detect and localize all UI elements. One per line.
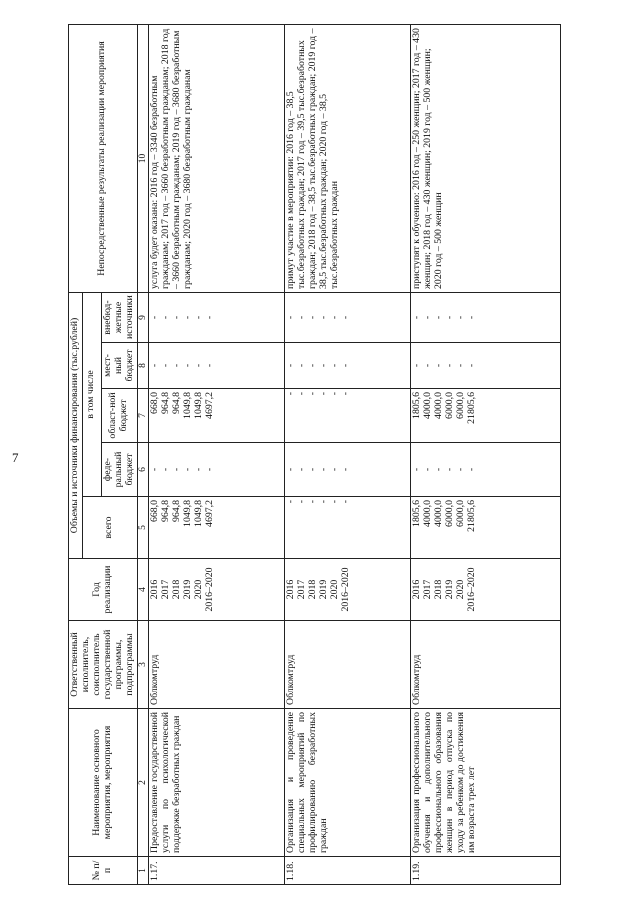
year-cell-value: 2016–2020: [204, 567, 216, 612]
regional-cell-value: 6000,0: [455, 392, 467, 419]
extra-cell-value: -: [171, 315, 183, 320]
row-number: 1.18.: [285, 857, 411, 885]
year-cell-value: 2016: [285, 579, 297, 600]
total-cell-value: -: [318, 500, 330, 504]
year-cell-value: 2016–2020: [340, 567, 352, 612]
local-cell-value: -: [340, 363, 352, 368]
regional-cell: [411, 389, 561, 443]
year-cell-value: 2020: [329, 579, 341, 600]
total-cell-value: 964,8: [171, 500, 183, 523]
header-executor: Ответственный исполнитель, соисполнитель государственной программы, подпрограммы: [69, 621, 138, 709]
local-cell-value: -: [296, 363, 308, 368]
extra-cell: [285, 292, 411, 342]
year-cell-value: 2020: [193, 579, 205, 600]
total-cell: [411, 497, 561, 559]
local-cell-value: -: [433, 363, 445, 368]
federal-cell-value: -: [318, 467, 330, 472]
local-cell-value: -: [285, 363, 297, 368]
executor-name: Облкомтруд: [285, 621, 411, 709]
year-cell-value: 2017: [296, 579, 308, 600]
regional-cell-value: 1049,8: [182, 392, 194, 419]
total-cell: [285, 497, 411, 559]
total-cell-value: 1049,8: [182, 500, 194, 527]
header-federal: феде-ральный бюджет: [101, 443, 137, 497]
local-cell-value: -: [193, 363, 205, 368]
activity-name: Организация профессионального обучения и дополнительного профессионального образования женщин в период отпуска по уходу за ребенком до достижения им возраста трех лет: [411, 709, 561, 857]
extra-cell-value: -: [193, 315, 205, 320]
federal-cell-value: -: [171, 467, 183, 472]
local-cell-value: -: [455, 363, 467, 368]
year-cell-value: 2017: [160, 579, 172, 600]
extra-cell-value: -: [204, 315, 216, 320]
year-cell-value: 2018: [433, 579, 445, 600]
total-cell-value: -: [329, 500, 341, 504]
column-number: 8: [137, 343, 149, 389]
federal-cell: [149, 443, 285, 497]
total-cell-value: 4000,0: [422, 500, 434, 527]
regional-cell-value: -: [307, 392, 319, 396]
federal-cell-value: -: [433, 467, 445, 472]
header-local: мест-ный бюджет: [101, 343, 137, 389]
total-cell-value: 6000,0: [455, 500, 467, 527]
header-year: Год реализации: [69, 559, 138, 621]
year-cell-value: 2018: [307, 579, 319, 600]
year-cell: [149, 559, 285, 621]
federal-cell-value: -: [193, 467, 205, 472]
regional-cell-value: 1805,6: [411, 392, 423, 419]
column-number: 3: [137, 621, 149, 709]
extra-cell-value: -: [296, 315, 308, 320]
total-cell-value: 4697,2: [204, 500, 216, 527]
regional-cell-value: 668,0: [149, 392, 161, 415]
column-number: 6: [137, 443, 149, 497]
result-cell: примут участие в мероприятии: 2016 год – 38,5 тыс.безработных граждан; 2017 год – 39,5 тыс.безработных граждан; 2018 год – 38,5 тыс.безработных граждан; 2019 год – 38,5 тыс.безработных граждан; 2020 год – 38,5 тыс.безработных граждан: [285, 24, 411, 292]
total-cell-value: -: [296, 500, 308, 504]
header-including: в том числе: [82, 292, 101, 496]
result-cell: услуга будет оказана: 2016 год – 3340 безработным гражданам; 2017 год – 3660 безработным гражданам; 2018 год – 3660 безработным гражданам; 2019 год – 3680 безработным гражданам; 2020 год – 3680 безработным гражданам: [149, 24, 285, 292]
header-total: всего: [82, 497, 137, 559]
extra-cell-value: -: [455, 315, 467, 320]
year-cell-value: 2016–2020: [466, 567, 478, 612]
extra-cell-value: -: [411, 315, 423, 320]
header-funding: Объемы и источники финансирования (тыс.рублей): [69, 292, 83, 558]
federal-cell-value: -: [422, 467, 434, 472]
column-number: 5: [137, 497, 149, 559]
regional-cell: [285, 389, 411, 443]
extra-cell-value: -: [329, 315, 341, 320]
regional-cell-value: 964,8: [171, 392, 183, 415]
extra-cell-value: -: [307, 315, 319, 320]
total-cell: [149, 497, 285, 559]
regional-cell: [149, 389, 285, 443]
extra-cell-value: -: [318, 315, 330, 320]
local-cell-value: -: [307, 363, 319, 368]
extra-cell-value: -: [340, 315, 352, 320]
year-cell-value: 2020: [455, 579, 467, 600]
local-cell: [285, 343, 411, 389]
extra-cell-value: -: [160, 315, 172, 320]
header-extra: внебюд-жетные источники: [101, 292, 137, 342]
column-number-row: [137, 24, 149, 884]
total-cell-value: 21805,6: [466, 500, 478, 532]
federal-cell-value: -: [149, 467, 161, 472]
regional-cell-value: 4000,0: [433, 392, 445, 419]
local-cell-value: -: [422, 363, 434, 368]
year-cell: [285, 559, 411, 621]
extra-cell-value: -: [182, 315, 194, 320]
year-cell: [411, 559, 561, 621]
year-cell-value: 2016: [411, 579, 423, 600]
federal-cell-value: -: [296, 467, 308, 472]
federal-cell: [285, 443, 411, 497]
local-cell: [149, 343, 285, 389]
regional-cell-value: 21805,6: [466, 392, 478, 424]
column-number: 4: [137, 559, 149, 621]
column-number: 7: [137, 389, 149, 443]
local-cell-value: -: [149, 363, 161, 368]
federal-cell-value: -: [466, 467, 478, 472]
local-cell-value: -: [160, 363, 172, 368]
local-cell: [411, 343, 561, 389]
result-cell: приступят к обучению: 2016 год – 250 женщин; 2017 год – 430 женщин; 2018 год – 430 женщин; 2019 год – 500 женщин; 2020 год – 500 женщин: [411, 24, 561, 292]
extra-cell: [149, 292, 285, 342]
header-regional: област-ной бюджет: [101, 389, 137, 443]
federal-cell-value: -: [204, 467, 216, 472]
year-cell-value: 2017: [422, 579, 434, 600]
regional-cell-value: 964,8: [160, 392, 172, 415]
federal-cell-value: -: [411, 467, 423, 472]
year-cell-value: 2019: [318, 579, 330, 600]
regional-cell-value: 1049,8: [193, 392, 205, 419]
total-cell-value: -: [340, 500, 352, 504]
regional-cell-value: -: [296, 392, 308, 396]
total-cell-value: -: [307, 500, 319, 504]
header-num: № п/п: [69, 857, 138, 885]
column-number: 1: [137, 857, 149, 885]
column-number: 9: [137, 292, 149, 342]
table-row: [149, 24, 285, 884]
federal-cell-value: -: [444, 467, 456, 472]
federal-cell-value: -: [329, 467, 341, 472]
page-number: 7: [12, 450, 19, 465]
total-cell-value: 964,8: [160, 500, 172, 523]
local-cell-value: -: [466, 363, 478, 368]
regional-cell-value: 4000,0: [422, 392, 434, 419]
table-row: [285, 24, 411, 884]
rotated-page: [68, 25, 558, 885]
total-cell-value: -: [285, 500, 297, 504]
extra-cell-value: -: [444, 315, 456, 320]
year-cell-value: 2016: [149, 579, 161, 600]
local-cell-value: -: [411, 363, 423, 368]
extra-cell-value: -: [422, 315, 434, 320]
row-number: 1.19.: [411, 857, 561, 885]
federal-cell-value: -: [455, 467, 467, 472]
program-table: [68, 24, 561, 885]
extra-cell-value: -: [285, 315, 297, 320]
activity-name: Предоставление государственной услуги по психологической поддержке безработных граждан: [149, 709, 285, 857]
extra-cell-value: -: [149, 315, 161, 320]
local-cell-value: -: [444, 363, 456, 368]
extra-cell: [411, 292, 561, 342]
regional-cell-value: 4697,2: [204, 392, 216, 419]
federal-cell: [411, 443, 561, 497]
regional-cell-value: -: [318, 392, 330, 396]
local-cell-value: -: [329, 363, 341, 368]
federal-cell-value: -: [340, 467, 352, 472]
executor-name: Облкомтруд: [149, 621, 285, 709]
regional-cell-value: -: [329, 392, 341, 396]
total-cell-value: 668,0: [149, 500, 161, 523]
total-cell-value: 1805,6: [411, 500, 423, 527]
local-cell-value: -: [204, 363, 216, 368]
table-row: [411, 24, 561, 884]
total-cell-value: 1049,8: [193, 500, 205, 527]
local-cell-value: -: [182, 363, 194, 368]
column-number: 10: [137, 24, 149, 292]
regional-cell-value: -: [340, 392, 352, 396]
local-cell-value: -: [171, 363, 183, 368]
year-cell-value: 2019: [444, 579, 456, 600]
header-results: Непосредственные результаты реализации мероприятия: [69, 24, 138, 292]
extra-cell-value: -: [466, 315, 478, 320]
local-cell-value: -: [318, 363, 330, 368]
executor-name: Облкомтруд: [411, 621, 561, 709]
federal-cell-value: -: [182, 467, 194, 472]
year-cell-value: 2018: [171, 579, 183, 600]
year-cell-value: 2019: [182, 579, 194, 600]
activity-name: Организация и проведение специальных мероприятий по профилированию безработных граждан: [285, 709, 411, 857]
regional-cell-value: -: [285, 392, 297, 396]
regional-cell-value: 6000,0: [444, 392, 456, 419]
federal-cell-value: -: [285, 467, 297, 472]
total-cell-value: 4000,0: [433, 500, 445, 527]
header-name: Наименование основного мероприятия, мероприятия: [69, 709, 138, 857]
row-number: 1.17.: [149, 857, 285, 885]
federal-cell-value: -: [307, 467, 319, 472]
federal-cell-value: -: [160, 467, 172, 472]
extra-cell-value: -: [433, 315, 445, 320]
total-cell-value: 6000,0: [444, 500, 456, 527]
column-number: 2: [137, 709, 149, 857]
